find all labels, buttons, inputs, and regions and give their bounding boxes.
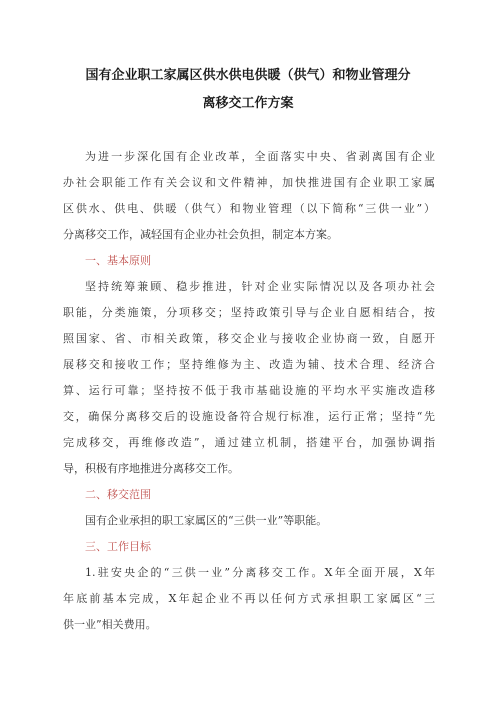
intro-line: 分离移交工作，减轻国有企业办社会负担，制定本方案。 [63, 228, 338, 241]
document-title-line-1: 国有企业职工家属区供水供电供暖（供气）和物业管理分 [85, 68, 411, 83]
section1-line: 算、运行可靠；坚持按不低于我市基础设施的平均水平实施改造移 [63, 384, 435, 397]
section1-line: 导，积极有序地推进分离移交工作。 [63, 462, 239, 475]
section-heading-scope: 二、移交范围 [85, 488, 151, 501]
section1-line: 职能，分类施策，分项移交；坚持政策引导与企业自愿相结合，按 [63, 306, 435, 319]
section-heading-principles: 一、基本原则 [85, 254, 151, 267]
section-heading-goals: 三、工作目标 [85, 540, 151, 553]
section3-line: 年底前基本完成，X年起企业不再以任何方式承担职工家属区“三 [63, 592, 435, 605]
section3-line: 1.驻安央企的“三供一业”分离移交工作。X年全面开展，X年 [85, 566, 435, 579]
document-title-line-2: 离移交工作方案 [202, 96, 294, 111]
section1-line: 交，确保分离移交后的设施设备符合规行标准，运行正常；坚持“先 [63, 410, 435, 423]
section1-line: 照国家、省、市相关政策，移交企业与接收企业协商一致，自愿开 [63, 332, 435, 345]
intro-line: 区供水、供电、供暖（供气）和物业管理（以下简称“三供一业”） [63, 202, 435, 215]
intro-line: 为进一步深化国有企业改革，全面落实中央、省剥离国有企业 [85, 150, 435, 163]
section1-line: 坚持统筹兼顾、稳步推进，针对企业实际情况以及各项办社会 [85, 280, 435, 293]
section1-line: 完成移交，再维修改造”，通过建立机制，搭建平台，加强协调指 [63, 436, 435, 449]
section3-line: 供一业”相关费用。 [63, 618, 157, 631]
section1-line: 展移交和接收工作；坚持维修为主、改造为辅、技术合理、经济合 [63, 358, 435, 371]
section2-line: 国有企业承担的职工家属区的“三供一业”等职能。 [85, 514, 328, 527]
intro-line: 办社会职能工作有关会议和文件精神，加快推进国有企业职工家属 [63, 176, 435, 189]
